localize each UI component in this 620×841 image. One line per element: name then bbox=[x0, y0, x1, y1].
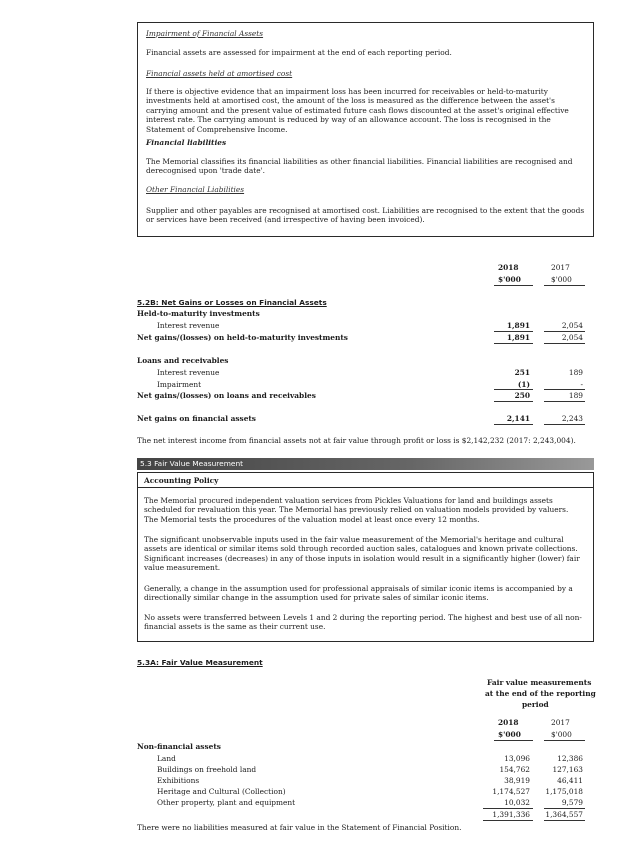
lr-heading: Loans and receivables bbox=[137, 356, 229, 365]
header-underline-2018 bbox=[494, 285, 533, 286]
fv-col-group-line1: Fair value measurements bbox=[487, 678, 592, 687]
fv-col-unit-2017: $'000 bbox=[551, 730, 572, 739]
policy-paragraph-1: The Memorial procured independent valuation services from Pickles Valuations for land and buildings assets scheduled for revaluation this year. The Memorial has previously relied on valuation models provided by valuers. The Memorial tests the procedures of the valuation model at least once every 12 months. bbox=[144, 496, 569, 524]
accounting-policy-box bbox=[137, 472, 594, 642]
htm-interest-2017: 2,054 bbox=[561, 321, 583, 330]
table-row bbox=[0, 754, 620, 765]
total-2017: 2,243 bbox=[561, 414, 583, 423]
accounting-policy-heading: Accounting Policy bbox=[144, 476, 219, 485]
policy-paragraph-2: The significant unobservable inputs used in the fair value measurement of the Memorial's heritage and cultural assets are identical or similar items sold through recorded auction sales, catalogues and known private collections. Significant increases (decreases) in any of those inputs in isolation would result in a significantly higher (lower) fair value measurement. bbox=[144, 535, 580, 573]
fv-total-underline-2018 bbox=[483, 820, 533, 821]
row-label: Exhibitions bbox=[157, 776, 200, 785]
total-label: Net gains on financial assets bbox=[137, 414, 256, 423]
fv-header-line-2017 bbox=[544, 740, 585, 741]
policy-paragraph-3: Generally, a change in the assumption used for professional appraisals of similar iconic items is accompanied by a directionally similar change in the assumption used for private sales of similar iconic items. bbox=[144, 584, 573, 603]
other-liabilities-text: Supplier and other payables are recognised at amortised cost. Liabilities are recognised to the extent that the goods or services have been received (and irrespective of having been invoiced). bbox=[146, 206, 585, 225]
htm-line-2018 bbox=[494, 331, 533, 332]
lr-net-2017: 189 bbox=[568, 391, 583, 400]
lr-interest-2017: 189 bbox=[568, 368, 583, 377]
fv-total-2018: 1,391,336 bbox=[492, 810, 530, 819]
lr-line-2018 bbox=[494, 389, 533, 390]
fv-total-underline-2017 bbox=[544, 820, 585, 821]
fv-col-header-2017: 2017 bbox=[551, 718, 570, 727]
row-value-2018: 10,032 bbox=[504, 798, 530, 807]
header-underline-2017 bbox=[544, 285, 585, 286]
htm-interest-2018: 1,891 bbox=[506, 321, 530, 330]
impairment-2018: (1) bbox=[517, 380, 530, 389]
htm-net-line-2017 bbox=[544, 343, 585, 344]
fv-footer-note: There were no liabilities measured at fair value in the Statement of Financial Position. bbox=[137, 823, 462, 832]
amortised-heading: Financial assets held at amortised cost bbox=[146, 69, 293, 78]
row-value-2017: 12,386 bbox=[557, 754, 583, 763]
non-financial-assets-label: Non-financial assets bbox=[137, 742, 221, 751]
row-value-2018: 13,096 bbox=[504, 754, 530, 763]
row-value-2017: 1,175,018 bbox=[545, 787, 583, 796]
impairment-text: Financial assets are assessed for impairment at the end of each reporting period. bbox=[146, 48, 452, 57]
net-interest-note: The net interest income from financial assets not at fair value through profit or loss is $2,142,232 (2017: 2,243,004). bbox=[137, 436, 576, 445]
col-header-2017: 2017 bbox=[551, 263, 570, 272]
fv-total-line-2017 bbox=[544, 808, 585, 809]
htm-line-2017 bbox=[544, 331, 585, 332]
htm-interest-label: Interest revenue bbox=[157, 321, 220, 330]
lr-net-line-2017 bbox=[544, 401, 585, 402]
row-value-2018: 154,762 bbox=[499, 765, 530, 774]
impairment-label: Impairment bbox=[157, 380, 202, 389]
total-line-2018 bbox=[494, 424, 533, 425]
col-unit-2017: $'000 bbox=[551, 275, 572, 284]
liabilities-heading: Financial liabilities bbox=[146, 138, 227, 147]
lr-net-line-2018 bbox=[494, 401, 533, 402]
htm-net-2018: 1,891 bbox=[506, 333, 530, 342]
table-row bbox=[0, 787, 620, 798]
lr-net-label: Net gains/(losses) on loans and receivables bbox=[137, 391, 316, 400]
table-row bbox=[0, 765, 620, 776]
lr-interest-2018: 251 bbox=[514, 368, 530, 377]
lr-line-2017 bbox=[544, 389, 585, 390]
fv-total-line-2018 bbox=[483, 808, 533, 809]
fv-header-line-2018 bbox=[494, 740, 533, 741]
total-2018: 2,141 bbox=[506, 414, 530, 423]
fv-total-2017: 1,364,557 bbox=[545, 810, 583, 819]
fv-col-group-line3: period bbox=[522, 700, 549, 709]
col-unit-2018: $'000 bbox=[498, 275, 521, 284]
net-gains-heading: 5.2B: Net Gains or Losses on Financial Assets bbox=[137, 298, 327, 307]
lr-interest-label: Interest revenue bbox=[157, 368, 220, 377]
row-value-2017: 127,163 bbox=[552, 765, 583, 774]
policy-box-financial-assets bbox=[137, 22, 594, 237]
fv-col-group-line2: at the end of the reporting bbox=[485, 689, 596, 698]
htm-net-line-2018 bbox=[494, 343, 533, 344]
impairment-heading: Impairment of Financial Assets bbox=[146, 29, 264, 38]
total-line-2017 bbox=[544, 424, 585, 425]
impairment-2017: - bbox=[580, 380, 583, 389]
htm-net-2017: 2,054 bbox=[561, 333, 583, 342]
row-value-2017: 9,579 bbox=[561, 798, 583, 807]
fair-value-section-bar: 5.3 Fair Value Measurement bbox=[137, 458, 594, 470]
row-value-2017: 46,411 bbox=[557, 776, 583, 785]
row-value-2018: 1,174,527 bbox=[492, 787, 530, 796]
row-label: Heritage and Cultural (Collection) bbox=[157, 787, 286, 796]
row-label: Buildings on freehold land bbox=[157, 765, 257, 774]
fv-col-header-2018: 2018 bbox=[498, 718, 519, 727]
htm-net-label: Net gains/(losses) on held-to-maturity investments bbox=[137, 333, 348, 342]
htm-heading: Held-to-maturity investments bbox=[137, 309, 260, 318]
lr-net-2018: 250 bbox=[514, 391, 530, 400]
table-row bbox=[0, 776, 620, 787]
row-label: Land bbox=[157, 754, 176, 763]
liabilities-text: The Memorial classifies its financial liabilities as other financial liabilities. Financial liabilities are recognised and derecognised upon 'trade date'. bbox=[146, 157, 573, 176]
col-header-2018: 2018 bbox=[498, 263, 519, 272]
row-label: Other property, plant and equipment bbox=[157, 798, 296, 807]
fair-value-table-heading: 5.3A: Fair Value Measurement bbox=[137, 658, 263, 667]
row-value-2018: 38,919 bbox=[504, 776, 530, 785]
amortised-text: If there is objective evidence that an impairment loss has been incurred for receivables or held-to-maturity investments held at amortised cost, the amount of the loss is measured as the difference between the asset's carrying amount and the present value of estimated future cash flows discounted at the asset's original effective interest rate. The carrying amount is reduced by way of an allowance account. The loss is recognised in the Statement of Comprehensive Income. bbox=[146, 87, 569, 134]
other-liabilities-heading: Other Financial Liabilities bbox=[146, 185, 245, 194]
policy-paragraph-4: No assets were transferred between Levels 1 and 2 during the reporting period. The highest and best use of all non-financial assets is the same as their current use. bbox=[144, 613, 582, 632]
fv-col-unit-2018: $'000 bbox=[498, 730, 521, 739]
